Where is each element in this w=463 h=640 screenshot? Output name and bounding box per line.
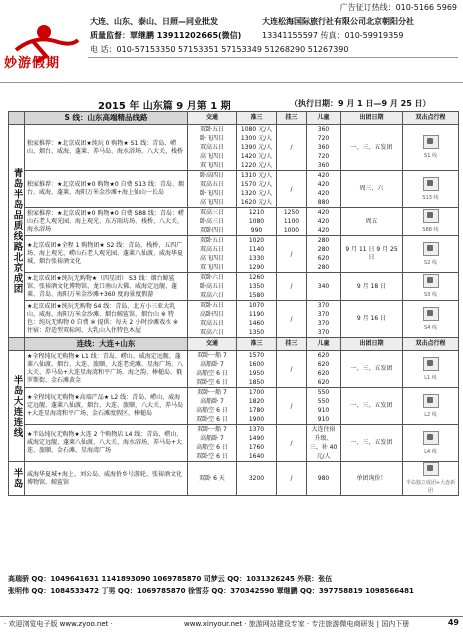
itinerary-label: S1 线 <box>424 153 437 159</box>
side-label: 半岛 <box>9 462 25 496</box>
child-price: 620 <box>317 352 330 359</box>
section-title: 连线：大连+山东 <box>25 338 188 351</box>
transport-option: 双卧一船 7 <box>197 426 227 433</box>
departure-date: 周三、六 <box>341 171 403 208</box>
transport-option: 双卧五日 <box>199 126 224 133</box>
transport-option: 卧高四日 <box>199 172 224 179</box>
transport-option: 高船空 6 日 <box>196 407 228 414</box>
transport-cell <box>188 236 237 273</box>
itinerary-button[interactable] <box>403 125 459 171</box>
transport-option: 双卧六日 <box>199 274 224 281</box>
itinerary-label: L1 线 <box>424 374 437 381</box>
child-price-cell <box>307 351 341 388</box>
price-std: 1900 <box>248 416 265 423</box>
contacts-line-2: 张明伟 QQ：1084533472 丁男 QQ：1069785870 徐雪芬 QQ：370342590 覃继鹏 QQ：397758819 1098566481 <box>8 587 414 595</box>
page-number: 49 <box>447 618 459 627</box>
transport-option: 卧飞四日 <box>199 135 224 142</box>
price-three-cell <box>277 462 307 496</box>
column-header: 准三 <box>237 112 277 125</box>
child-price: 370 <box>317 329 330 336</box>
price-std: 1020 <box>248 237 265 244</box>
price-std: 1330 <box>248 255 265 262</box>
price-three: 1250 <box>283 209 300 216</box>
table-row <box>9 462 459 496</box>
transport-cell <box>188 125 237 171</box>
price-three-cell <box>277 388 307 425</box>
column-header: 挂三 <box>277 112 307 125</box>
transport-option: 双高五日 <box>199 181 224 188</box>
transport-option: 双卧一船 7 <box>197 389 227 396</box>
child-price: 550 <box>317 389 330 396</box>
header-company-phone: 13341155597 传真：010-59919359 <box>262 31 404 40</box>
transport-option: 双高六日 <box>199 292 224 299</box>
price-std-cell <box>237 388 277 425</box>
child-price: 880 <box>317 199 330 206</box>
departure-date: 一、三、五发团 <box>341 425 403 462</box>
child-price-cell <box>307 171 341 208</box>
child-price-cell <box>307 301 341 338</box>
price-std: 3200 <box>248 475 265 482</box>
route-description: ★全程纯玩无购物★高端产品★ L2 线：青岛、崂山、威海定远舰、蓬莱八仙渡、烟台、大连、旅顺、八大关、养马岛+大连星海湾和平广场、金石滩度假区、棒槌岛 <box>25 388 188 425</box>
child-price: 大连住宿升级、三、补 40 元/人 <box>309 426 338 460</box>
header-phones: 电 话：010-57153350 57153351 57153349 51268290 51267390 <box>90 45 349 54</box>
header <box>0 12 463 83</box>
transport-option: 双飞四日 <box>199 264 224 271</box>
transport-cell <box>188 425 237 462</box>
child-price: 420 <box>317 190 330 197</box>
price-std: 1820 <box>248 398 265 405</box>
section-header-row <box>9 338 459 351</box>
price-std: 1320 元/人 <box>240 190 273 197</box>
price-std: 1220 元/人 <box>240 162 273 169</box>
price-three-empty: / <box>290 250 293 258</box>
child-price: 420 <box>317 218 330 225</box>
price-std: 1080 元/人 <box>240 126 273 133</box>
price-std: 1490 <box>248 435 265 442</box>
transport-cell <box>188 273 237 301</box>
itinerary-label: 半岛独立成团+大连新团 <box>405 480 456 494</box>
price-std: 1850 <box>248 379 265 386</box>
itinerary-label: L4 线 <box>424 448 437 455</box>
price-std: 1620 元/人 <box>240 199 273 206</box>
document-icon[interactable] <box>423 209 439 223</box>
price-three-cell <box>277 236 307 273</box>
price-std: 1700 <box>248 389 265 396</box>
section-title: S 线：山东高端精品线路 <box>25 112 188 125</box>
table-row <box>9 125 459 171</box>
price-std: 1290 <box>248 264 265 271</box>
price-std: 1140 <box>248 246 265 253</box>
price-three-empty: / <box>290 402 293 410</box>
price-three: 1000 <box>283 227 300 234</box>
price-std: 1640 <box>248 453 265 460</box>
child-price: 370 <box>317 311 330 318</box>
price-std-cell <box>237 208 277 236</box>
issue-date-range: （执行日期：9 月 1 日—9 月 25 日） <box>290 99 431 108</box>
table-row <box>9 236 459 273</box>
price-three-empty: / <box>290 144 293 151</box>
transport-option: 卧高五日 <box>199 283 224 290</box>
price-three-cell <box>277 301 307 338</box>
price-three-cell <box>277 125 307 171</box>
price-std-cell <box>237 125 277 171</box>
column-header: 双击点行程 <box>403 338 459 351</box>
child-price: 620 <box>317 379 330 386</box>
departure-date: 一、三、五发团 <box>341 125 403 171</box>
itinerary-button[interactable] <box>403 351 459 388</box>
route-description: ★半岛纯玩无购物★大连 2 个购物店 L4 线：青岛、崂山、威海定远舰、蓬莱八仙渡、八大关、海水浴场、养马岛+大连、旅顺、金石滩、星海湾广场 <box>25 425 188 462</box>
price-std: 1190 <box>248 311 265 318</box>
price-std: 1310 元/人 <box>240 172 273 179</box>
price-std-cell <box>237 273 277 301</box>
departure-date: 一、三、五发团 <box>341 388 403 425</box>
price-three-empty: / <box>290 439 293 447</box>
column-header: 交通 <box>188 112 237 125</box>
transport-option: 高船卧 7 <box>200 435 224 442</box>
price-std-cell <box>237 301 277 338</box>
document-icon[interactable] <box>423 177 439 191</box>
price-three-cell <box>277 273 307 301</box>
itinerary-button[interactable] <box>403 388 459 425</box>
child-price: 720 <box>317 153 330 160</box>
transport-option: 双卧空 6 日 <box>196 379 228 386</box>
price-std-cell <box>237 462 277 496</box>
transport-cell <box>188 462 237 496</box>
table-row <box>9 351 459 388</box>
price-std: 1580 <box>248 292 265 299</box>
transport-option: 双卧空 6 日 <box>196 416 228 423</box>
side-label: 半岛大连连线 <box>9 351 25 462</box>
document-icon[interactable] <box>423 135 439 149</box>
route-description: 独家推荐：★北京成团★纯玩 0 购物★ S1 线：青岛、崂山、烟台、威海、蓬莱、养马岛、海水浴场、八大关、栈桥 <box>25 125 188 171</box>
column-header: 儿童 <box>307 112 341 125</box>
child-price-cell <box>307 125 341 171</box>
child-price: 620 <box>317 255 330 262</box>
child-price: 910 <box>317 416 330 423</box>
transport-option: 双卧一船 7 <box>197 352 227 359</box>
transport-option: 高卧四日 <box>199 311 224 318</box>
price-std: 1210 <box>248 209 265 216</box>
route-description: ★全程纯玩无购物★ L1 线：青岛、崂山、威海定远舰、蓬莱八仙渡、烟台、大连、旅顺、大连老虎滩、星海广场、八大关、养马岛+大连星海湾和平广场、海之韵、棒槌岛、俄罗斯街、金石滩黄金 <box>25 351 188 388</box>
footer-mid: www.xinyour.net · 旅游网站建设专家 · 专注旅游微电商研发 | 国内下册 <box>184 620 410 628</box>
footer-left: · 欢迎浏览电子版 www.zyoo.net · <box>4 620 113 628</box>
document-icon[interactable] <box>423 431 439 445</box>
price-std: 1350 <box>248 329 265 336</box>
contacts-line-1: 高瑞骄 QQ：1049641631 1141893090 1069785870 司梦云 QQ：1031326245 外联：张伍 <box>8 575 333 583</box>
price-three-empty: / <box>290 365 293 373</box>
departure-date: 一、三、五发团 <box>341 351 403 388</box>
side-label: 青岛半岛品质线路北京成团 <box>9 125 25 338</box>
contacts-block <box>8 573 458 597</box>
price-std: 1460 <box>248 320 265 327</box>
price-three-cell <box>277 425 307 462</box>
transport-option: 高飞四日 <box>199 255 224 262</box>
header-supervisor: 质量监督：覃继鹏 13911202665(微信) <box>90 31 242 40</box>
price-three-cell <box>277 351 307 388</box>
column-header: 儿童 <box>307 338 341 351</box>
price-std: 1780 <box>248 407 265 414</box>
section-header-row <box>9 112 459 125</box>
child-price: 620 <box>317 361 330 368</box>
child-price-cell <box>307 273 341 301</box>
table-row <box>9 301 459 338</box>
transport-option: 双卧空 6 日 <box>196 453 228 460</box>
child-price: 980 <box>317 475 330 482</box>
section-side-blank <box>9 112 25 125</box>
price-three: 1100 <box>283 218 300 225</box>
price-three-empty: / <box>290 315 293 323</box>
issue-title-bar <box>8 97 458 111</box>
transport-option: 卧高三日 <box>199 218 224 225</box>
table-row <box>9 208 459 236</box>
child-price: 360 <box>317 144 330 151</box>
price-std: 1390 元/人 <box>240 144 273 151</box>
transport-cell <box>188 171 237 208</box>
transport-option: 双高五日 <box>199 320 224 327</box>
transport-option: 双卧五日 <box>199 302 224 309</box>
itinerary-button[interactable] <box>403 208 459 236</box>
child-price: 280 <box>317 237 330 244</box>
document-icon[interactable] <box>423 242 439 256</box>
itinerary-button[interactable] <box>403 171 459 208</box>
issue-title: 2015 年 山东篇 9 月第 1 期 <box>98 101 231 112</box>
price-std: 1420 元/人 <box>240 153 273 160</box>
price-std: 1600 <box>248 361 265 368</box>
itinerary-button[interactable] <box>403 462 459 496</box>
child-price: 420 <box>317 181 330 188</box>
transport-option: 高船卧 7 <box>200 398 224 405</box>
itinerary-button[interactable] <box>403 425 459 462</box>
price-three-empty: / <box>290 475 293 482</box>
itinerary-label: S13 线 <box>422 194 439 201</box>
route-description: ★北京成团★全程 1 购物团★ S2 线：青岛、栈桥、五四广场、海上观光、崂山石老人观光园、蓬莱八仙渡、威海华夏城、烟台张裕酒文化 <box>25 236 188 273</box>
itinerary-button[interactable] <box>403 301 459 338</box>
transport-option: 双高五日 <box>199 144 224 151</box>
transport-option: 高船空 6 日 <box>196 370 228 377</box>
ad-hotline: 广告征订热线：010-5166 5969 <box>339 3 457 12</box>
price-std: 1760 <box>248 444 265 451</box>
transport-cell <box>188 301 237 338</box>
transport-option: 双卧四日 <box>199 227 224 234</box>
transport-option: 双高六日 <box>199 329 224 336</box>
price-std-cell <box>237 425 277 462</box>
child-price-cell <box>307 388 341 425</box>
transport-cell <box>188 208 237 236</box>
price-std-cell <box>237 171 277 208</box>
transport-cell <box>188 388 237 425</box>
transport-option: 高飞四日 <box>199 199 224 206</box>
itinerary-label: L2 线 <box>424 411 437 418</box>
child-price: 280 <box>317 246 330 253</box>
child-price: 370 <box>317 320 330 327</box>
document-icon[interactable] <box>423 394 439 408</box>
child-price-cell <box>307 425 341 462</box>
departure-date: 周五 <box>341 208 403 236</box>
header-company: 大连松海国际旅行社有限公司北京朝阳分社 <box>262 17 414 26</box>
departure-date: 9 月 18 日 <box>341 273 403 301</box>
price-three-cell <box>277 171 307 208</box>
price-std-cell <box>237 236 277 273</box>
document-icon[interactable] <box>423 307 439 321</box>
column-header: 准三 <box>237 338 277 351</box>
transport-cell <box>188 351 237 388</box>
departure-date: 单团询价！ <box>341 462 403 496</box>
transport-option: 卧飞四日 <box>199 190 224 197</box>
transport-option: 双高三日 <box>199 209 224 216</box>
child-price: 280 <box>317 264 330 271</box>
price-std-cell <box>237 351 277 388</box>
page-footer <box>0 616 463 631</box>
child-price: 420 <box>317 227 330 234</box>
child-price: 420 <box>317 172 330 179</box>
transport-option: 双飞四日 <box>199 162 224 169</box>
child-price: 360 <box>317 162 330 169</box>
routes-table <box>8 111 459 496</box>
child-price: 340 <box>317 283 330 290</box>
child-price-cell <box>307 462 341 496</box>
document-icon[interactable] <box>423 357 439 371</box>
child-price: 550 <box>317 398 330 405</box>
route-description: ★北京成团★纯玩无购物★（四星团） S3 线：烟台鲸鲨馆、张裕酒文化博物馆、龙口南山大佛、威海定远舰、蓬莱、青岛、海阳万米金沙滩+360 度海景度假游 <box>25 273 188 301</box>
price-std: 990 <box>250 227 263 234</box>
itinerary-label: S3 线 <box>424 292 437 298</box>
price-three-empty: / <box>290 283 293 290</box>
table-row <box>9 273 459 301</box>
header-routes: 大连、山东、泰山、日照—同业批发 <box>90 17 218 26</box>
child-price: 720 <box>317 135 330 142</box>
price-std: 1350 <box>248 283 265 290</box>
departure-date: 9 月 16 日 <box>341 301 403 338</box>
transport-option: 双高五日 <box>199 246 224 253</box>
child-price: 370 <box>317 302 330 309</box>
transport-option: 高船卧 7 <box>200 361 224 368</box>
itinerary-button[interactable] <box>403 273 459 301</box>
column-header: 双击点行程 <box>403 112 459 125</box>
column-header: 出团日期 <box>341 112 403 125</box>
price-std: 1080 <box>248 218 265 225</box>
column-header: 挂三 <box>277 338 307 351</box>
price-std: 1570 元/人 <box>240 181 273 188</box>
itinerary-button[interactable] <box>403 236 459 273</box>
price-std: 1260 <box>248 274 265 281</box>
price-three-cell <box>277 208 307 236</box>
route-description: ★北京成团★纯玩无购物 S4 线：青岛、北方小三亚大乳山、威海、海阳万米金沙滩、烟台鲸鲨馆、烟台山 ※ 特色：纯玩无购物 0 自费 ※ 提供：每天 2 小时沙滩戏水 ※ 住宿：舒适型双标间、大乳山入住特色木屋 <box>25 301 188 338</box>
transport-option: 双卧 6 天 <box>199 475 225 482</box>
column-header: 交通 <box>188 338 237 351</box>
price-std: 1070 <box>248 302 265 309</box>
document-icon[interactable] <box>423 462 439 476</box>
itinerary-label: S88 线 <box>422 227 439 233</box>
price-three-empty: / <box>290 185 293 193</box>
price-std: 1300 元/人 <box>240 135 273 142</box>
child-price-cell <box>307 208 341 236</box>
transport-option: 高飞四日 <box>199 153 224 160</box>
table-row <box>9 425 459 462</box>
price-std: 1950 <box>248 370 265 377</box>
transport-option: 双卧五日 <box>199 237 224 244</box>
route-description: 独家推荐：★北京成团★0 购物★0 自费 S88 线：青岛：崂山石老人观光园、海上观光、东方雨坊场、栈桥、八大关、海水浴场 <box>25 208 188 236</box>
price-std: 1370 <box>248 426 265 433</box>
child-price: 910 <box>317 407 330 414</box>
departure-date: 9 月 11 日 9 月 25 日 <box>341 236 403 273</box>
itinerary-label: S4 线 <box>424 324 437 331</box>
table-row <box>9 171 459 208</box>
section-side-blank <box>9 338 25 351</box>
document-icon[interactable] <box>423 274 439 288</box>
route-description: 威海华夏城+海上、刘公岛、威海侨乡号游轮、张裕酒文化博物馆、鲸鲨馆 <box>25 462 188 496</box>
child-price: 620 <box>317 370 330 377</box>
header-divider <box>88 57 458 58</box>
child-price-cell <box>307 236 341 273</box>
logo-text: 妙游假期 <box>4 56 61 71</box>
table-row <box>9 388 459 425</box>
price-std: 1570 <box>248 352 265 359</box>
transport-option: 高船空 6 日 <box>196 444 228 451</box>
itinerary-label: S2 线 <box>424 259 437 266</box>
child-price: 360 <box>317 126 330 133</box>
child-price: 420 <box>317 209 330 216</box>
column-header: 出团日期 <box>341 338 403 351</box>
route-description: 独家推荐：★北京成团★0 购物★0 自费 S13 线：青岛、烟台、威海、蓬莱、海阳万米金沙滩+海上仙山一长岛 <box>25 171 188 208</box>
